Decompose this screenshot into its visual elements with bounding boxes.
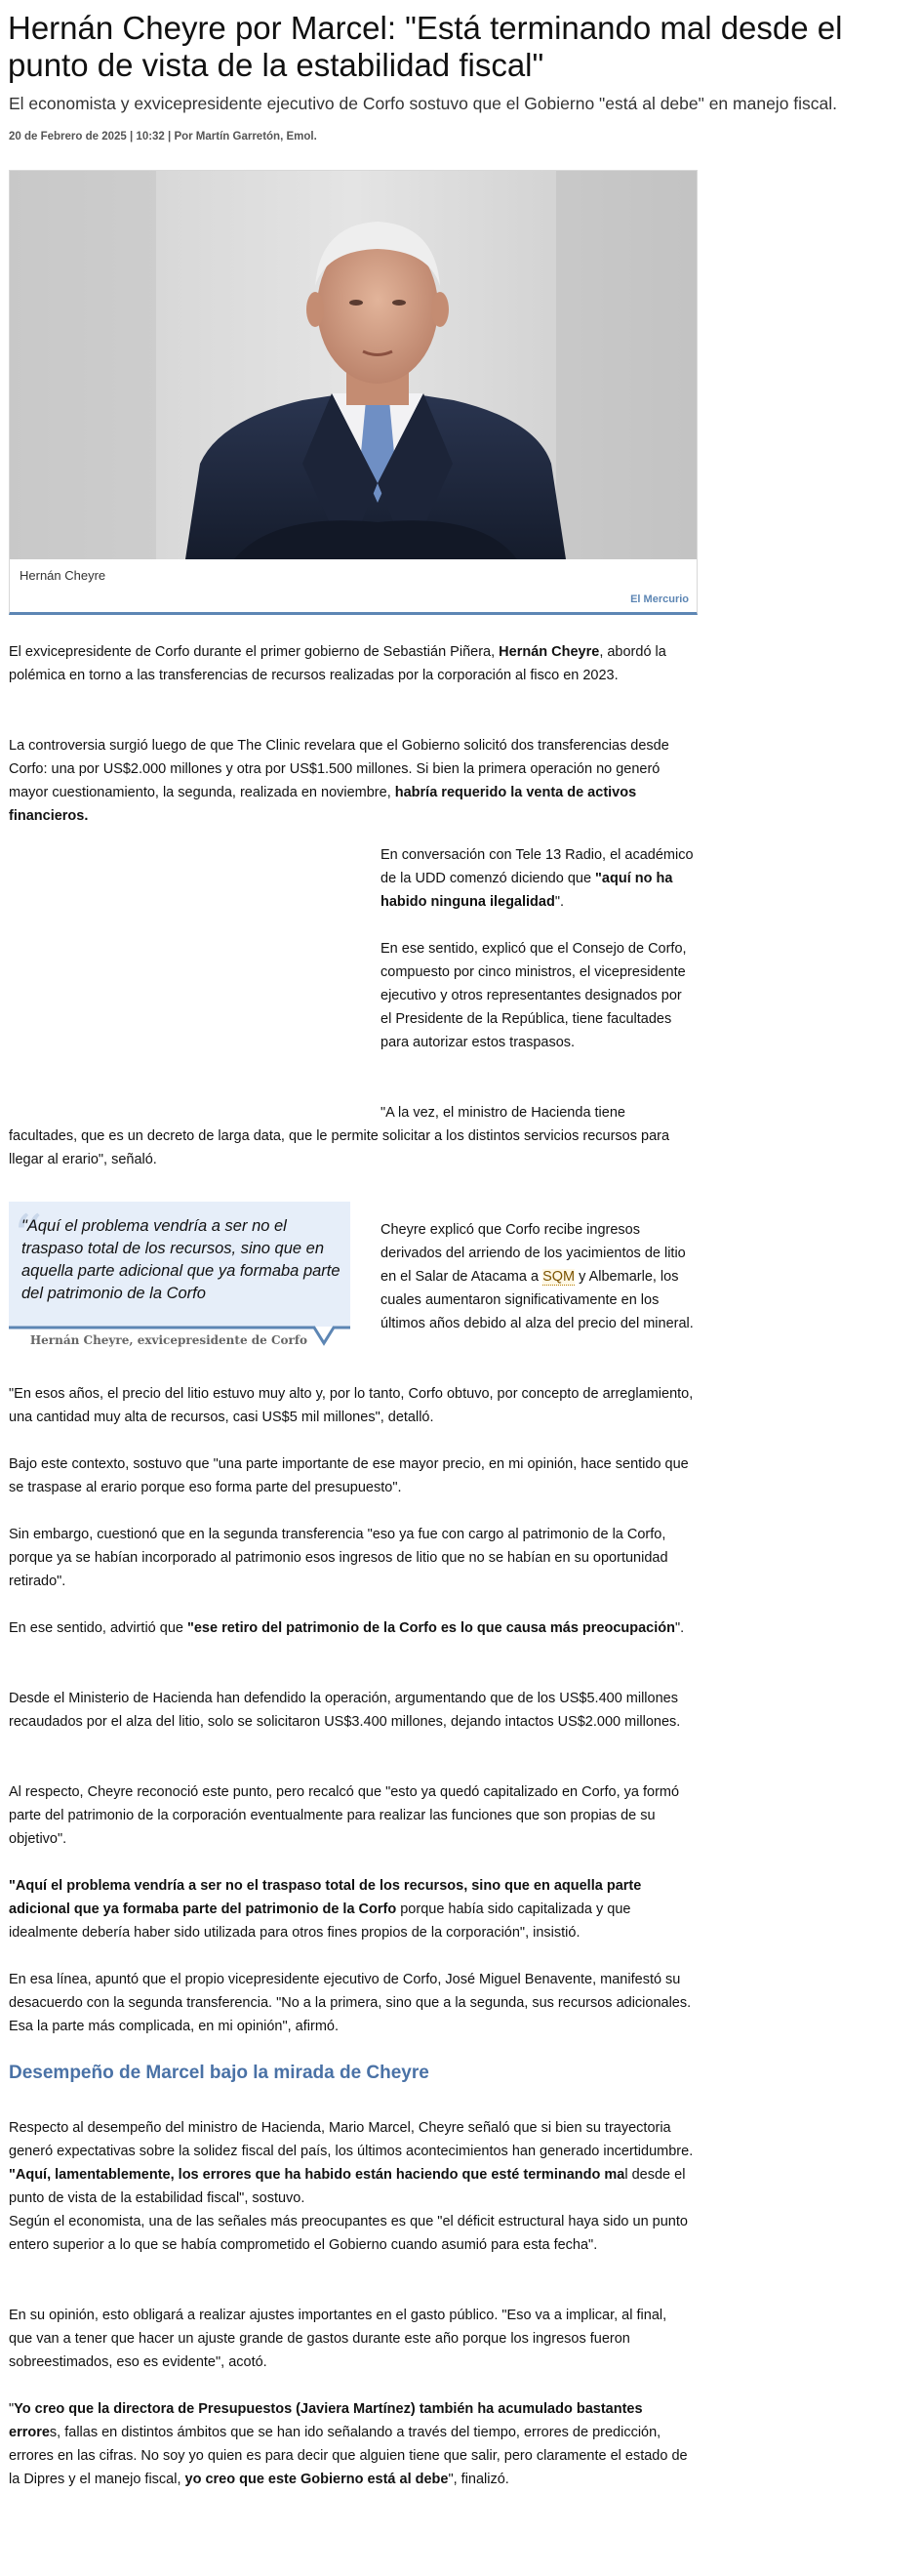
- paragraph-6: Cheyre explicó que Corfo recibe ingresos derivados del arriendo de los yacimientos de litio en el Salar de Atacama a SQM y Albemarle, los cuales aumentaron significativamente en los últimos años debido al alza del precio del mineral.: [380, 1222, 694, 1331]
- paragraph-17: En su opinión, esto obligará a realizar ajustes importantes en el gasto público. "Eso va a implicar, al final, que van a tener que hacer un ajuste grande de gastos durante este año porque los ingresos fueron sobreestimados, eso es evidente", acotó.: [9, 2308, 667, 2370]
- portrait-image: [10, 171, 697, 559]
- pull-quote: [9, 1202, 350, 1348]
- section-title: Desempeño de Marcel bajo la mirada de Cheyre: [9, 2063, 429, 2083]
- paragraph-9: Sin embargo, cuestionó que en la segunda transferencia "eso ya fue con cargo al patrimonio de la Corfo, porque ya se habían incorporado al patrimonio esos ingresos de litio que no se habían en su oportunidad retirado".: [9, 1527, 668, 1589]
- pull-quote-text: "Aquí el problema vendría a ser no el traspaso total de los recursos, sino que en aquella parte adicional que ya formaba parte del patrimonio de la Corfo: [21, 1217, 340, 1302]
- paragraph-16: Según el economista, una de las señales más preocupantes es que "el déficit estructural haya sido un punto entero superior a lo que se había comprometido el Gobierno cuando asumió para esta fecha".: [9, 2214, 688, 2253]
- figure-caption: Hernán Cheyre: [20, 568, 106, 583]
- paragraph-4: En ese sentido, explicó que el Consejo de Corfo, compuesto por cinco ministros, el vicepresidente ejecutivo y otros representantes designados por el Presidente de la República, tiene facultades para autorizar estos traspasos.: [380, 941, 687, 1050]
- paragraph-13: "Aquí el problema vendría a ser no el traspaso total de los recursos, sino que en aquella parte adicional que ya formaba parte del patrimonio de la Corfo porque había sido capitalizada y que idealmente debería haber sido utilizada para otros fines propios de la corporación", insistió.: [9, 1878, 642, 1941]
- quote-mark-icon: “: [13, 1203, 43, 1271]
- paragraph-15: Respecto al desempeño del ministro de Hacienda, Mario Marcel, Cheyre señaló que si bien su trayectoria generó expectativas sobre la solidez fiscal del país, los últimos acontecimientos han generado incertidumbre. "Aquí, lamentablemente, los errores que ha habido están haciendo que esté terminando mal desde el punto de vista de la estabilidad fiscal", sostuvo.: [9, 2120, 694, 2206]
- article-title: Hernán Cheyre por Marcel: "Está terminando mal desde el punto de vista de la estabilidad fiscal": [8, 10, 843, 83]
- sqm-link[interactable]: SQM: [542, 1269, 576, 1285]
- paragraph-2: La controversia surgió luego de que The Clinic revelara que el Gobierno solicitó dos transferencias desde Corfo: una por US$2.000 millones y otra por US$1.500 millones. Si bien la primera operación no generó mayor cuestionamiento, la segunda, realizada en noviembre, habría requerido la venta de activos financieros.: [9, 738, 669, 824]
- paragraph-10: En ese sentido, advirtió que "ese retiro del patrimonio de la Corfo es lo que causa más preocupación".: [9, 1620, 685, 1636]
- paragraph-11: Desde el Ministerio de Hacienda han defendido la operación, argumentando que de los US$5.400 millones recaudados por el alza del litio, solo se solicitaron US$3.400 millones, dejando intactos US$2.000 millones.: [9, 1691, 681, 1730]
- paragraph-3: En conversación con Tele 13 Radio, el académico de la UDD comenzó diciendo que "aquí no ha habido ninguna ilegalidad".: [380, 847, 694, 910]
- figure-credit: El Mercurio: [630, 593, 689, 605]
- article-byline: 20 de Febrero de 2025 | 10:32 | Por Martín Garretón, Emol.: [9, 131, 317, 143]
- paragraph-18: "Yo creo que la directora de Presupuestos (Javiera Martínez) también ha acumulado bastantes errores, fallas en distintos ámbitos que se han ido señalando a través del tiempo, errores de predicción, errores en las cifras. No soy yo quien es para decir que alguien tiene que salir, pero claramente el estado de la Dipres y el manejo fiscal, yo creo que este Gobierno está al debe", finalizó.: [9, 2401, 688, 2487]
- paragraph-5: "A la vez, el ministro de Hacienda tiene facultades, que es un decreto de larga data, que le permite solicitar a los distintos servicios recursos para llegar al erario", señaló.: [9, 1105, 670, 1167]
- article-figure: [9, 170, 698, 615]
- pull-quote-author: Hernán Cheyre, exvicepresidente de Corfo: [29, 1333, 307, 1347]
- paragraph-12: Al respecto, Cheyre reconoció este punto, pero recalcó que "esto ya quedó capitalizado en Corfo, ya formó parte del patrimonio de la corporación eventualmente para realizar las funciones que son propias de su objetivo".: [9, 1784, 680, 1847]
- article-photo[interactable]: [10, 171, 697, 559]
- paragraph-14: En esa línea, apuntó que el propio vicepresidente ejecutivo de Corfo, José Miguel Benavente, manifestó su desacuerdo con la segunda transferencia. "No a la primera, sino que a la segunda, sus recursos adicionales. Esa la parte más complicada, en mi opinión", afirmó.: [9, 1972, 692, 2034]
- paragraph-8: Bajo este contexto, sostuvo que "una parte importante de ese mayor precio, en mi opinión, hace sentido que se traspase al erario porque eso forma parte del presupuesto".: [9, 1456, 689, 1495]
- paragraph-1: El exvicepresidente de Corfo durante el primer gobierno de Sebastián Piñera, Hernán Cheyre, abordó la polémica en torno a las transferencias de recursos realizadas por la corporación al fisco en 2023.: [9, 644, 666, 683]
- paragraph-7: "En esos años, el precio del litio estuvo muy alto y, por lo tanto, Corfo obtuvo, por concepto de arreglamiento, una cantidad muy alta de recursos, casi US$5 mil millones", detalló.: [9, 1386, 694, 1425]
- article-subtitle: El economista y exvicepresidente ejecutivo de Corfo sostuvo que el Gobierno "está al debe" en manejo fiscal.: [9, 94, 838, 113]
